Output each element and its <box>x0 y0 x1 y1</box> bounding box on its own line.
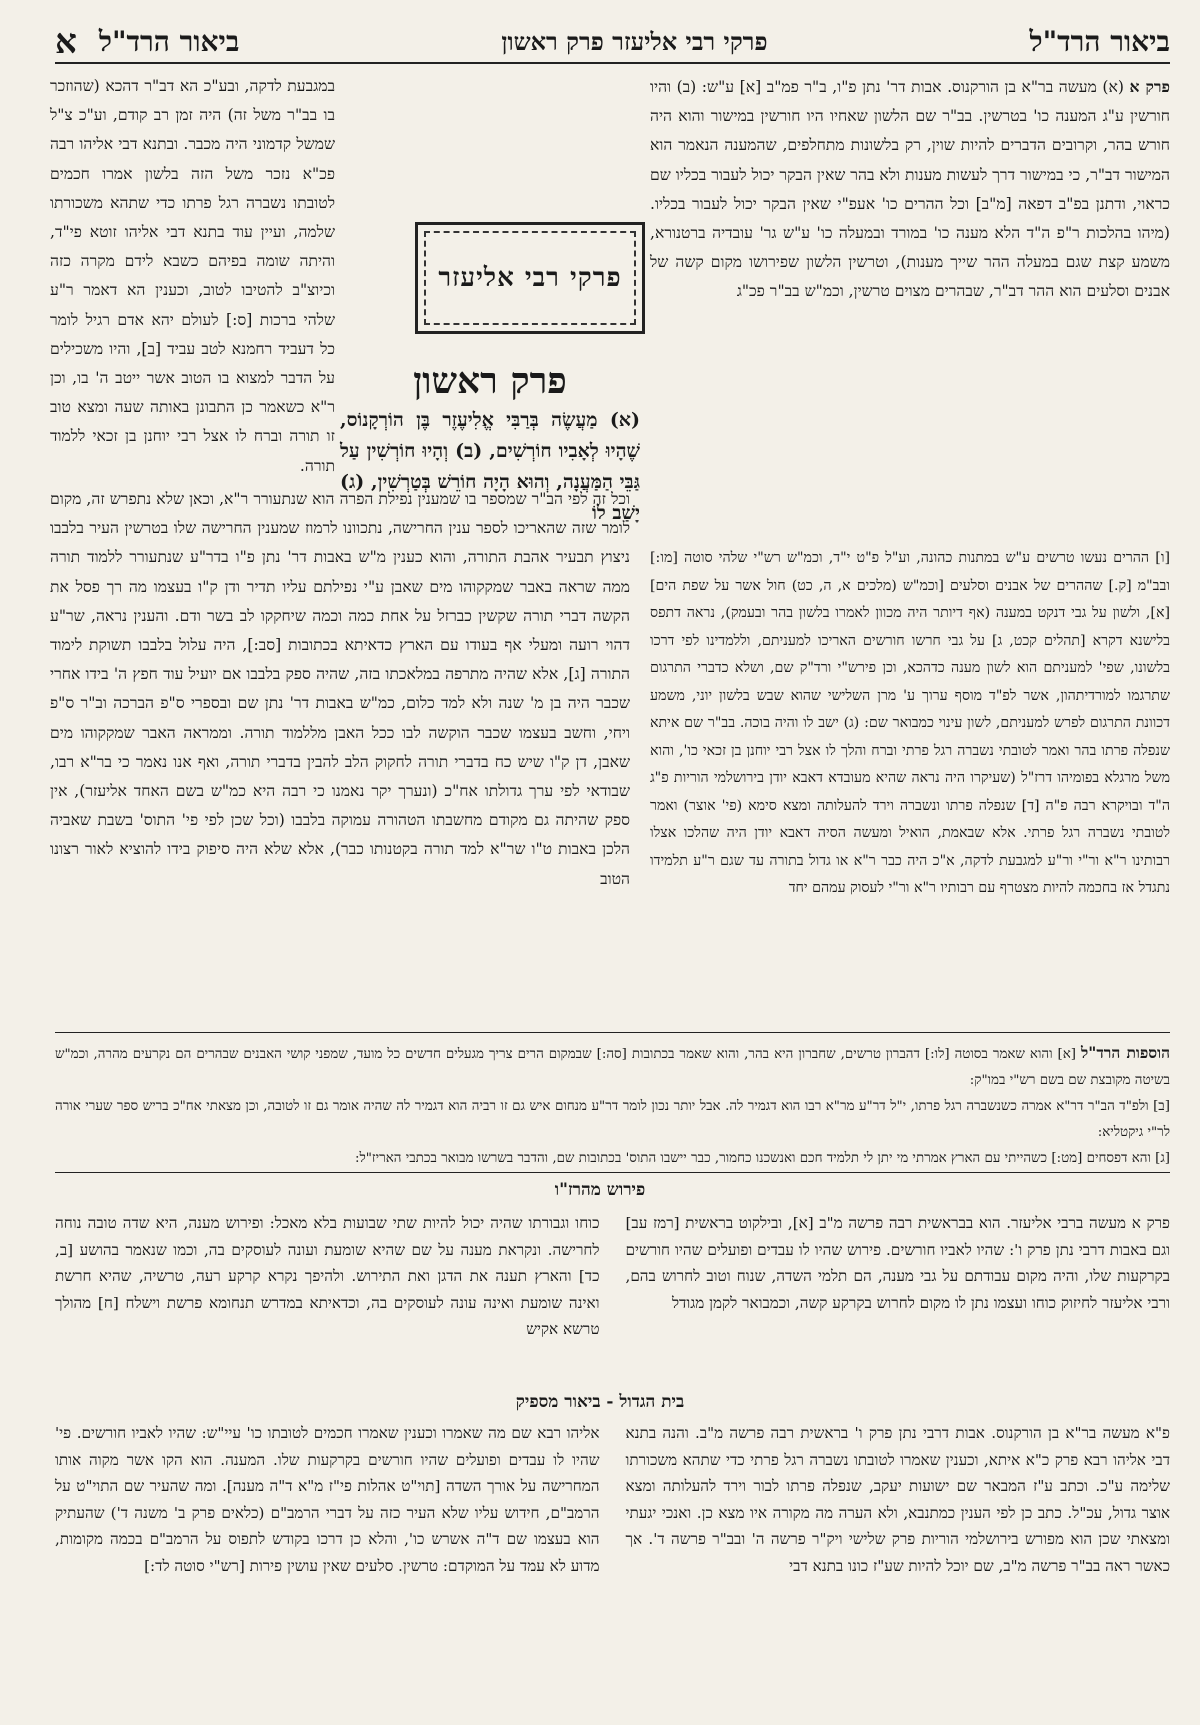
page-number: א <box>55 22 77 62</box>
perush-right <box>626 1210 1171 1343</box>
beit-hagadol-left <box>55 1420 600 1579</box>
commentary-left-lower-text: וכל זה לפי הב"ר שמספר בו שמענין נפילת הפרה הוא שנתעורר ר"א, וכאן שלא נתפרש זה, מקום לומר שזה שהאריכו לספר ענין החרישה, נתכוונו לרמוז שמענין החרישה שלו בטרשין העיר בלבבו ניצוץ תבעיר אהבת התורה, והוא כענין מ"ש באבות דר' נתן פ"ו בדר"ע שנתעורר ללמוד תורה ממה שראה באבר שמקקוהו מים שאבן ע"י נפילתם עליו תדיר ודן ק"ו בעצמו מה רך פסל את הקשה דברי תורה שקשין כברזל על אחת כמה וכמה שיחקקו לב בשר ודם. והענין נראה, שר"ע דהוי רועה ומעלי אף בעודו עם הארץ כדאיתא בכתובות [סב:], היה עלול בלבבו תשוקת לימוד התורה [ג], אלא שהיה מתרפה במלאכתו בזה, שהיה ספק בלבבו אם יועיל עוד חפץ ה' בידו אחרי שכבר היה בן מ' שנה ולא למד כלום, כמ"ש באבות דר' נתן שם ובספרי ס"פ הברכה וב"ר ס"פ ויחי, וחשב בעצמו שכבר הוקשה לבו ככל האבן מללמוד תורה. וממראה האבר שמקקוהו מים שאבן, דן ק"ו שיש כח בדברי תורה לחקוק הלב להבין בדברי תורה, ואף אנו נאמר כי בר"א רבו, שבודאי לפי ערך גדולתו אח"כ (ונערך יקר נאמנו כי רבה היא כמ"ש בשם האחד אליעזר), אין ספק שהיתה גם מקודם מחשבתו הטהורה עמוקה בלבבו (וכל שכן לפי פי' התוס' בשבת שאביה הלכן באבות ט"ו שר"א למד תורה בקטנותו כבר), אלא שלא היה סיפוק בידו להוציא לאור רצונו הטוב <box>50 490 630 888</box>
running-head-right: ביאור הרד"ל <box>1029 25 1170 58</box>
commentary-right-column <box>650 72 1170 307</box>
perush-right-text: פרק א מעשה ברבי אליעזר. הוא בבראשית רבה פרשה מ"ב [א], ובילקוט בראשית [רמז עב] וגם באבות דרבי נתן פרק ו': שהיו לאביו חורשים. פירוש שהיו לו עבדים ופועלים שהיו חורשים בקרקעות שלו, והיה מקום עבודתם על גבי מענה, הם תלמי השדה, שנוח וטוב לחרוש בהם, ורבי אליעזר לחיזוק כוחו ועצמו נתן לו מקום לחרוש בקרקע קשה, וכמבואר לקמן מגודל <box>625 1214 1170 1312</box>
additions-notes <box>55 1040 1170 1172</box>
note-item: [א] והוא שאמר בסוטה [לו:] דהברון טרשים, שחברון היא בהר, והוא שאמר בכתובות [סה:] שבמקום הרים צריך מגעלים חדשים כל מועד, שמפני קושי האבנים שבהרים הם נקרעים מהרה, וכמ"ש בשיטה מקובצת שם בשם רש"י במו"ק: <box>55 1047 1170 1088</box>
perush-columns <box>55 1210 1170 1343</box>
commentary-left-column <box>50 72 335 481</box>
commentary-left-lower <box>50 485 630 894</box>
perush-left-text: כוחו וגבורתו שהיה יכול להיות שתי שבועות בלא מאכל: ופירוש מענה, היא שדה טובה נוחה לחרישה. ונקראת מענה על שם שהיא שומעת ועונה לעוסקים בה, וכמו שנאמר בהושע [ב, כד] והארץ תענה את הדגן ואת התירוש. ולהיפך נקרא קרקע רעה, טרשיה, שהיא חרשת ואינה שומעת ואינה עונה לעוסקים בה, וכדאיתא במדרש תנחומא פרשת וישלח [ח] מהולך טרשא אקיש <box>55 1214 600 1338</box>
note-item: [ג] והא דפסחים [מט:] כשהייתי עם הארץ אמרתי מי יתן לי תלמיד חכם ואנשכנו כחמור, כבר יישבו התוס' בכתובות שם, והדבר בשרשו מבואר בכתבי האריז"ל: <box>354 1151 1170 1166</box>
perush-left <box>55 1210 600 1343</box>
divider <box>55 1032 1170 1033</box>
running-head-left-title: ביאור הרד"ל <box>98 25 240 58</box>
beit-hagadol-columns <box>55 1420 1170 1579</box>
running-head-left <box>55 22 239 62</box>
section-title-beit-hagadol: בית הגדול - ביאור מספיק <box>515 1392 685 1412</box>
commentary-right-lower-text: [ו] ההרים נעשו טרשים ע"ש במתנות כהונה, וע"ל פ"ט י"ד, וכמ"ש רש"י שלהי סוטה [מו:] ובב"מ [ק.] שההרים של אבנים וסלעים [וכמ"ש (מלכים א, ה, כט) חול אשר על שפת הים] [א], ולשון על גבי דנקט במענה (אף דיותר היה מכוון לאמרו בלשון בהר ובעמק), נראה דתפס בלישנא דקרא [תהלים קכט, ג] על גבי חרשו חורשים האריכו למעניתם, וללמדינו לפי דרכו בלשונו, שפי' למעניתם הוא לשון מענה כדהכא, וכן פירש"י ורד"ק שם, ושלא כדברי התרגום שתרגמו למורדיתהון, אשר לפ"ד מוסף ערוך ע' מרן השלישי שהוא שבש בלשון יוני, משמע דכוונת התרגום לפרש למעניתם, לשון עינוי כמבואר שם: (ג) ישב לו והיה בוכה. בב"ר שם איתא שנפלה פרתו בהר ואמר לטובתי נשברה רגל פרתי וברח והלך לו אצל רבי יוחנן בן זכאי כו', והוא משל מרגלא בפומיהו דרז"ל (שעיקרו היה נראה שהיא מעובדא דאבא יודן בירושלמי הוריות פ"ג ה"ד ובויקרא רבה פ"ה [ד] שנפלה פרתו ונשברה וירד להעלותה ומצא סימא (פי' אוצר) ואמר לטובתי נשברה רגל פרתי. אלא שבאמת, הואיל ומעשה הסיה דאבא יודן היה שהלכו אצלו רבותינו ר"א ור"י ור"ע למגבעת לדקה, א"כ היה כבר ר"א או גדול בתורה עד שגם ר"ע תלמידו נתגדל אז בחכמה להיות מצטרף עם רבותיו ר"א ור"י לעסוק עמהם יחד <box>650 550 1170 896</box>
beit-hagadol-right <box>626 1420 1171 1579</box>
commentary-right-lower <box>650 545 1170 903</box>
running-head-center: פרקי רבי אליעזר פרק ראשון <box>501 27 768 56</box>
chapter-lead: פרק א <box>1129 77 1170 96</box>
commentary-left-text: במגבעת לדקה, ובע"כ הא דב"ר דהכא (שהוזכר בו בב"ר משל זה) היה זמן רב קודם, וע"כ צ"ל שמשל קדמוני היה מכבר. ובתנא דבי אליהו רבה פכ"א נזכר משל הזה בלשון אמרו חכמים לטובתו נשברה רגל פרתו כדי שתהא משכורתו שלמה, ועיין עוד בתנא דבי אליהו זוטא פי"ד, והיתה שומה בפיהם כשבא לידם מקרה כזה וכיוצ"ב להטיבו לטוב, וכענין הא דאמר ר"ע שלהי ברכות [ס:] לעולם יהא אדם רגיל לומר כל דעביד רחמנא לטב עביד [ב], והיו משכילים על הדבר למצוא בו הטוב אשר ייטב ה' בו, וכן ר"א כשאמר כן התבונן באותה שעה ומצא טוב זו תורה וברח לו אצל רבי יוחנן בן זכאי ללמוד תורה. <box>50 77 335 475</box>
chapter-title: פרק ראשון <box>413 360 567 402</box>
main-text: (א) מַעֲשֶׂה בְּרַבִּי אֱלִיעֶזֶר בֶּן הוֹרְקָנוֹס, שֶׁהָיוּ לְאָבִיו חוֹרְשִׁים, (ב) וְהָיוּ חוֹרְשִׁין עַל גַּבֵּי הַמַּעֲנָה, וְהוּא הָיָה חוֹרֵשׁ בְּטַרְשִׁין, (ג) יָשַׁב לוֹ <box>340 409 640 524</box>
beit-hagadol-right-text: פ"א מעשה בר"א בן הורקנוס. אבות דרבי נתן פרק ו' בראשית רבה פרשה מ"ב. והנה בתנא דבי אליהו רבא פרק כ"א איתא, וכענין שאמרו לטובתו נשברה רגל פרתי כדי שתהא משכורתו שלימה ע"כ. וכתב ע"ז המבאר שם ישועות יעקב, שנפלה פרתו לבור וירד להעלותה ומצא אוצר גדול, עכ"ל. כתב כן לפי הענין כמתנבא, ולא הערה מה מקורה איו מצא כן. ואנכי יגעתי ומצאתי שכן הוא מפורש בירושלמי הוריות פרק שלישי ויק"ר פרשה ה' ובב"ר פרשה ד'. אך כאשר ראה בב"ר פרשה מ"ב, שם יוכל להיות שע"ז כונו בתנא דבי <box>625 1424 1170 1575</box>
section-title-perush: פירוש מהרז"ו <box>554 1180 646 1200</box>
book-title: פרקי רבי אליעזר <box>428 259 631 297</box>
title-frame <box>415 222 645 334</box>
beit-hagadol-left-text: אליהו רבא שם מה שאמרו וכענין שאמרו חכמים לטובתו כו' עיי"ש: שהיו לאביו חורשים. פי' שהיו לו עבדים ופועלים שהיו חורשים בקרקעות שלו. המענה. הוא הקו אשר מקוה אותו המחרישה על אורך השדה [תוי"ט אהלות פי"ז מ"א ד"ה מענה]. ומה שהעיר שם התוי"ט על הרמב"ם, חידוש עליו שלא העיר כזה על דברי הרמב"ם (כלאים פרק ב' משנה ד') שהעתיק הוא בעצמו שם ד"ה אשרש כו', והלא כן דרכו בקודש לתפוס על הרמב"ם בכמה מקומות, מדוע לא עמד על המוקדם: טרשין. סלעים שאין עושין פירות [רש"י סוטה לד:] <box>55 1424 600 1575</box>
running-head <box>55 22 1170 64</box>
note-item: [ב] ולפ"ד הב"ר דר"א אמרה כשנשברה רגל פרתו, י"ל דר"ע מר"א רבו הוא דגמיר לה. אבל יותר נכון לומר דר"ע מנחום איש גם זו רביה הוא דגמיר לה שהיה אומר גם זו לטובה, וכן מצאתי אח"כ בריש ספר שערי אורה לר"י גיקטליא: <box>55 1099 1170 1140</box>
notes-heading: הוספות הרד"ל <box>1081 1043 1170 1062</box>
commentary-right-text: (א) מעשה בר"א בן הורקנוס. אבות דר' נתן פ"ו, ב"ר פמ"ב [א] ע"ש: (ב) והיו חורשין ע"ג המענה כו' בטרשין. בב"ר שם הלשון שאחיו היו חורשין במישור והוא היה חורש בהר, וקרובים הדברים להיות שוין, רק בלשונות מתחלפים, שהמענה הנאמר הוא המישור דב"ר, כי במישור דרך לעשות מענות ולא בהר שאין הבקר יכול לעבור בכליו שם כראוי, ודתנן בפ"ב דפאה [מ"ב] וכל ההרים כו' אעפ"י שאין הבקר יכול לעבור בכליו. (מיהו בהלכות ר"פ ה"ד הלא מענה כו' במורד ובמעלה כו' ע"ש גר' עובדיה ברטנורא, משמע קצת שגם במעלה ההר שייך מענות), וטרשין הלשון שפירושו מקום קשה של אבנים וסלעים הוא ההר דב"ר, שבהרים מצוים טרשין, וכמ"ש בב"ר פכ"ג <box>650 78 1170 301</box>
divider <box>55 1172 1170 1173</box>
